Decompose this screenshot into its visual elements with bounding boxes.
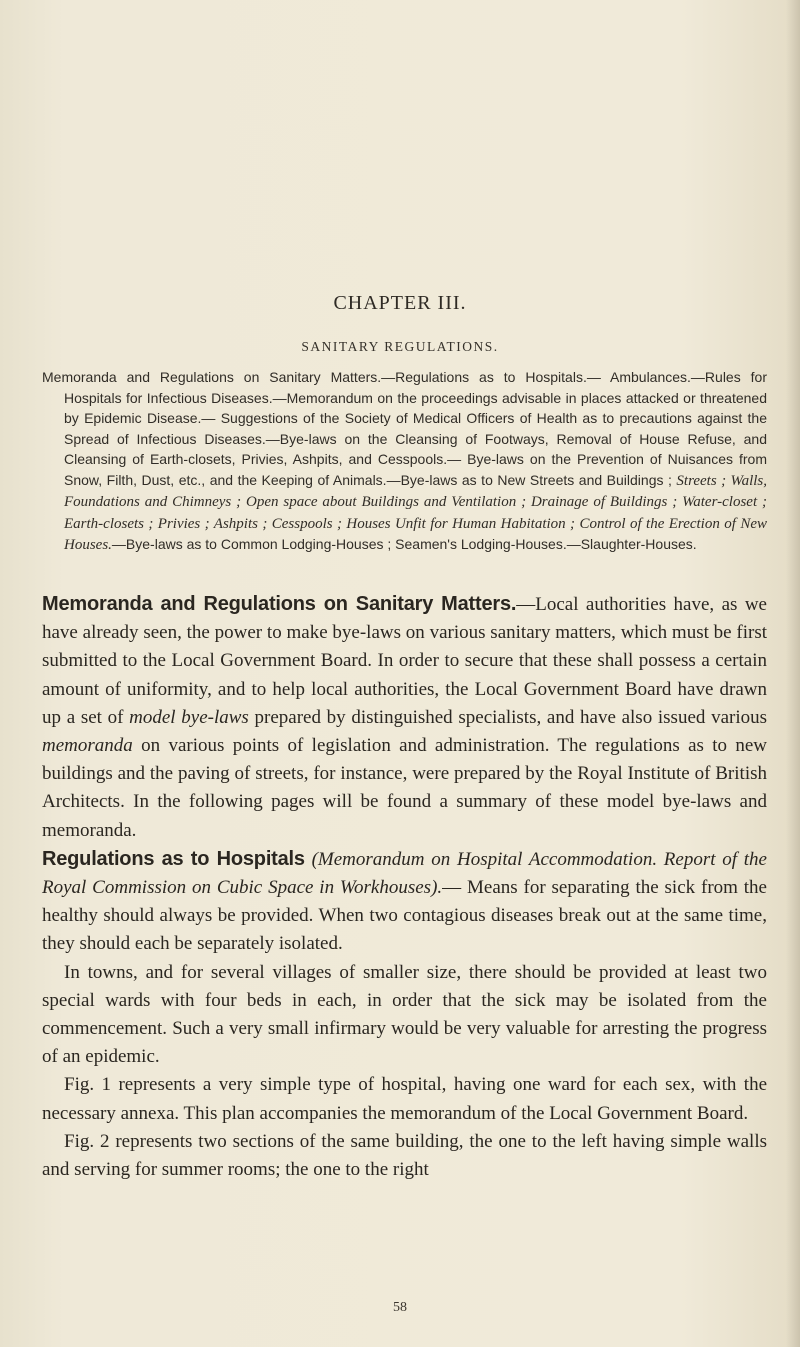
summary-italic-text: Streets ; Walls, Foundations and Chimneys ; Open space about Buildings and Ventilation ; Drainage of Buildings ; Water-closet ; Earth-closets ; Privies ; Ashpits ; Cesspools ; Houses Unfit for Human Habitation ; Control of the Erection of New Houses. — [64, 472, 767, 553]
paragraph-towns: In towns, and for several villages of smaller size, there should be provided at least two special wards with four beds in each, in order that the sick may be isolated from the commencement. Such a very small infirmary would be very valuable for arresting the progress of an epidemic. — [42, 961, 767, 1068]
paragraph-heading-memoranda: Memoranda and Regulations on Sanitary Matters. — [42, 593, 517, 615]
summary-tail-text: —Bye-laws as to Common Lodging-Houses ; Seamen's Lodging-Houses.—Slaughter-Houses. — [111, 536, 697, 552]
paragraph-fig1: Fig. 1 represents a very simple type of hospital, having one ward for each sex, with the necessary annexa. This plan accompanies the memorandum of the Local Government Board. — [42, 1074, 767, 1124]
paragraph-text: —Local authorities have, as we have already seen, the power to make bye-laws on various sanitary matters, which must be first submitted to the Local Government Board. In order to secure that these shall possess a certain amount of uniformity, and to help local authorities, the Local Government Board have drawn up a set of — [42, 594, 767, 728]
chapter-title: CHAPTER III. — [333, 292, 467, 314]
chapter-summary — [42, 367, 767, 556]
paragraph-italic: (Memorandum on Hospital Accommodation. Report of the Royal Commission on Cubic Space in Workhouses). — [42, 848, 767, 899]
paragraph-italic: memoranda — [42, 735, 133, 757]
paragraph-text: on various points of legislation and administration. The regulations as to new buildings and the paving of streets, for instance, were prepared by the Royal Institute of British Architects. In the following pages will be found a summary of these model bye-laws and memoranda. — [42, 735, 767, 841]
body-text — [42, 590, 767, 1184]
summary-text: Memoranda and Regulations on Sanitary Matters.—Regulations as to Hospitals.— Ambulances.—Rules for Hospitals for Infectious Diseases.—Memorandum on the proceedings advisable in places attacked or threatened by Epidemic Disease.— Suggestions of the Society of Medical Officers of Health as to precautions against the Spread of Infectious Diseases.—Bye-laws on the Cleansing of Footways, Removal of House Refuse, and Cleansing of Earth-closets, Privies, Ashpits, and Cesspools.— Bye-laws on the Prevention of Nuisances from Snow, Filth, Dust, etc., and the Keeping of Animals.—Bye-laws as to New Streets and Buildings ; — [42, 369, 767, 488]
chapter-subtitle: SANITARY REGULATIONS. — [301, 339, 499, 354]
paragraph-memoranda — [42, 590, 767, 845]
paragraph-hospitals — [42, 845, 767, 959]
paragraph-text: prepared by distinguished specialists, and have also issued various — [254, 706, 768, 728]
page-number: 58 — [393, 1300, 407, 1315]
paragraph-text: — Means for separating the sick from the healthy should always be provided. When two contagious diseases break out at the same time, they should each be separately isolated. — [42, 877, 767, 955]
page-edge-shadow — [786, 0, 800, 1347]
paragraph-fig2: Fig. 2 represents two sections of the same building, the one to the left having simple walls and serving for summer rooms; the one to the right — [42, 1130, 767, 1181]
paragraph-heading-hospitals: Regulations as to Hospitals — [42, 847, 305, 870]
paragraph-italic: model bye-laws — [129, 706, 249, 728]
